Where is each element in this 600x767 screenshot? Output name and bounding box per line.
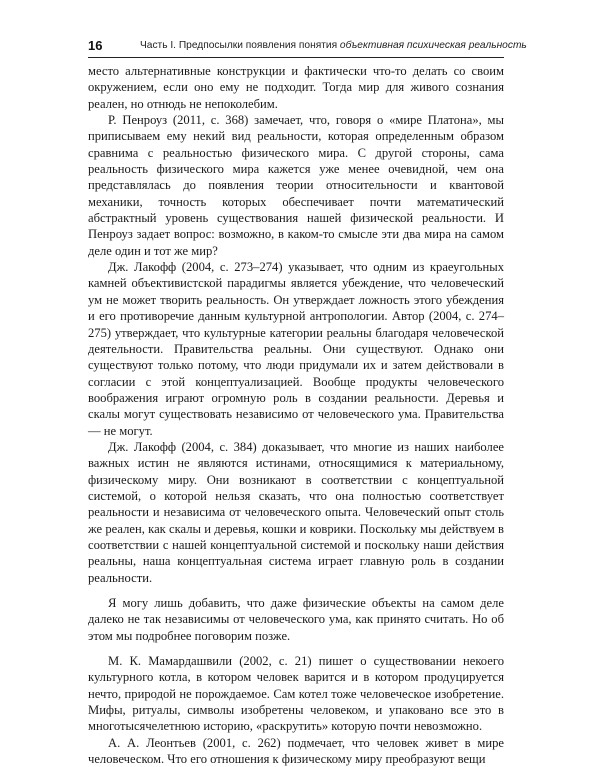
paragraph: М. К. Мамардашвили (2002, с. 21) пишет о существовании некоего культурного котла, в котором человек варится и в котором продуцируется нечто, природой не порождаемое. Сам котел тоже человеческое изобретение. Мифы, ритуалы, символы изобретены человеком, и упаковано все это в многотысячелетнюю историю, «раскрутить» которую почти невозможно. [88, 654, 504, 734]
paragraph: Дж. Лакофф (2004, с. 273–274) указывает, что одним из краеугольных камней объективистской парадигмы является убеждение, что человеческий ум не может творить реальность. Он утверждает ложность этого убеждения и его противоречие данным культурной антропологии. Автор (2004, с. 274–275) утверждает, что культурные категории реальны благодаря человеческой деятельности. Правительства реальны. Они существуют. Однако они существуют только потому, что люди придумали их и затем действовали в согласии с этой концептуализацией. Вообще продукты человеческого воображения играют огромную роль в создании реальности. Деревья и скалы могут существовать независимо от человеческого ума. Правительства — не могут. [88, 260, 504, 438]
paragraph: Дж. Лакофф (2004, с. 384) доказывает, что многие из наших наиболее важных истин не являются истинами, относящимися к материальному, физическому миру. Они возникают в соответствии с концептуальной системой, о которой нельзя сказать, что она полностью соответствует реальности и независима от человеческого опыта. Человеческий опыт столь же реален, как скалы и деревья, кошки и коврики. Поскольку мы действуем в соответствии с нашей концептуальной системой и поскольку наши действия реальны, наша концептуальная система играет главную роль в создании реальности. [88, 439, 504, 585]
page-header [88, 38, 527, 54]
header-rule [88, 57, 504, 58]
running-head-text: Часть I. Предпосылки появления понятия [140, 40, 340, 51]
paragraph: Р. Пенроуз (2011, с. 368) замечает, что, говоря о «мире Платона», мы приписываем ему некий вид реальности, которая определенным образом сравнима с реальностью физического мира. С другой стороны, сама реальность физического мира кажется уже менее очевидной, чем она представлялась до появления теории относительности и квантовой механики, точность которых обеспечивает почти математический абстрактный уровень существования нашей физической реальности. И Пенроуз задает вопрос: возможно, в каком-то смысле эти два мира на самом деле один и тот же мир? [88, 113, 504, 258]
paragraph: Я могу лишь добавить, что даже физические объекты на самом деле далеко не так независимы от человеческого ума, как принято считать. Но об этом мы подробнее поговорим позже. [88, 596, 504, 643]
paragraph: место альтернативные конструкции и фактически что-то делать со своим окружением, если оно ему не подходит. Тогда мир для живого сознания реален, но отнюдь не непоколебим. [88, 64, 504, 111]
page-body [88, 63, 504, 767]
running-head [140, 39, 527, 53]
paragraph: А. А. Леонтьев (2001, с. 262) подмечает, что человек живет в мире человеческом. Что его отношения к физическому миру преобразуют вещи [88, 735, 504, 767]
page-number: 16 [88, 38, 103, 53]
running-head-italic: объективная психическая реальность [339, 40, 527, 51]
